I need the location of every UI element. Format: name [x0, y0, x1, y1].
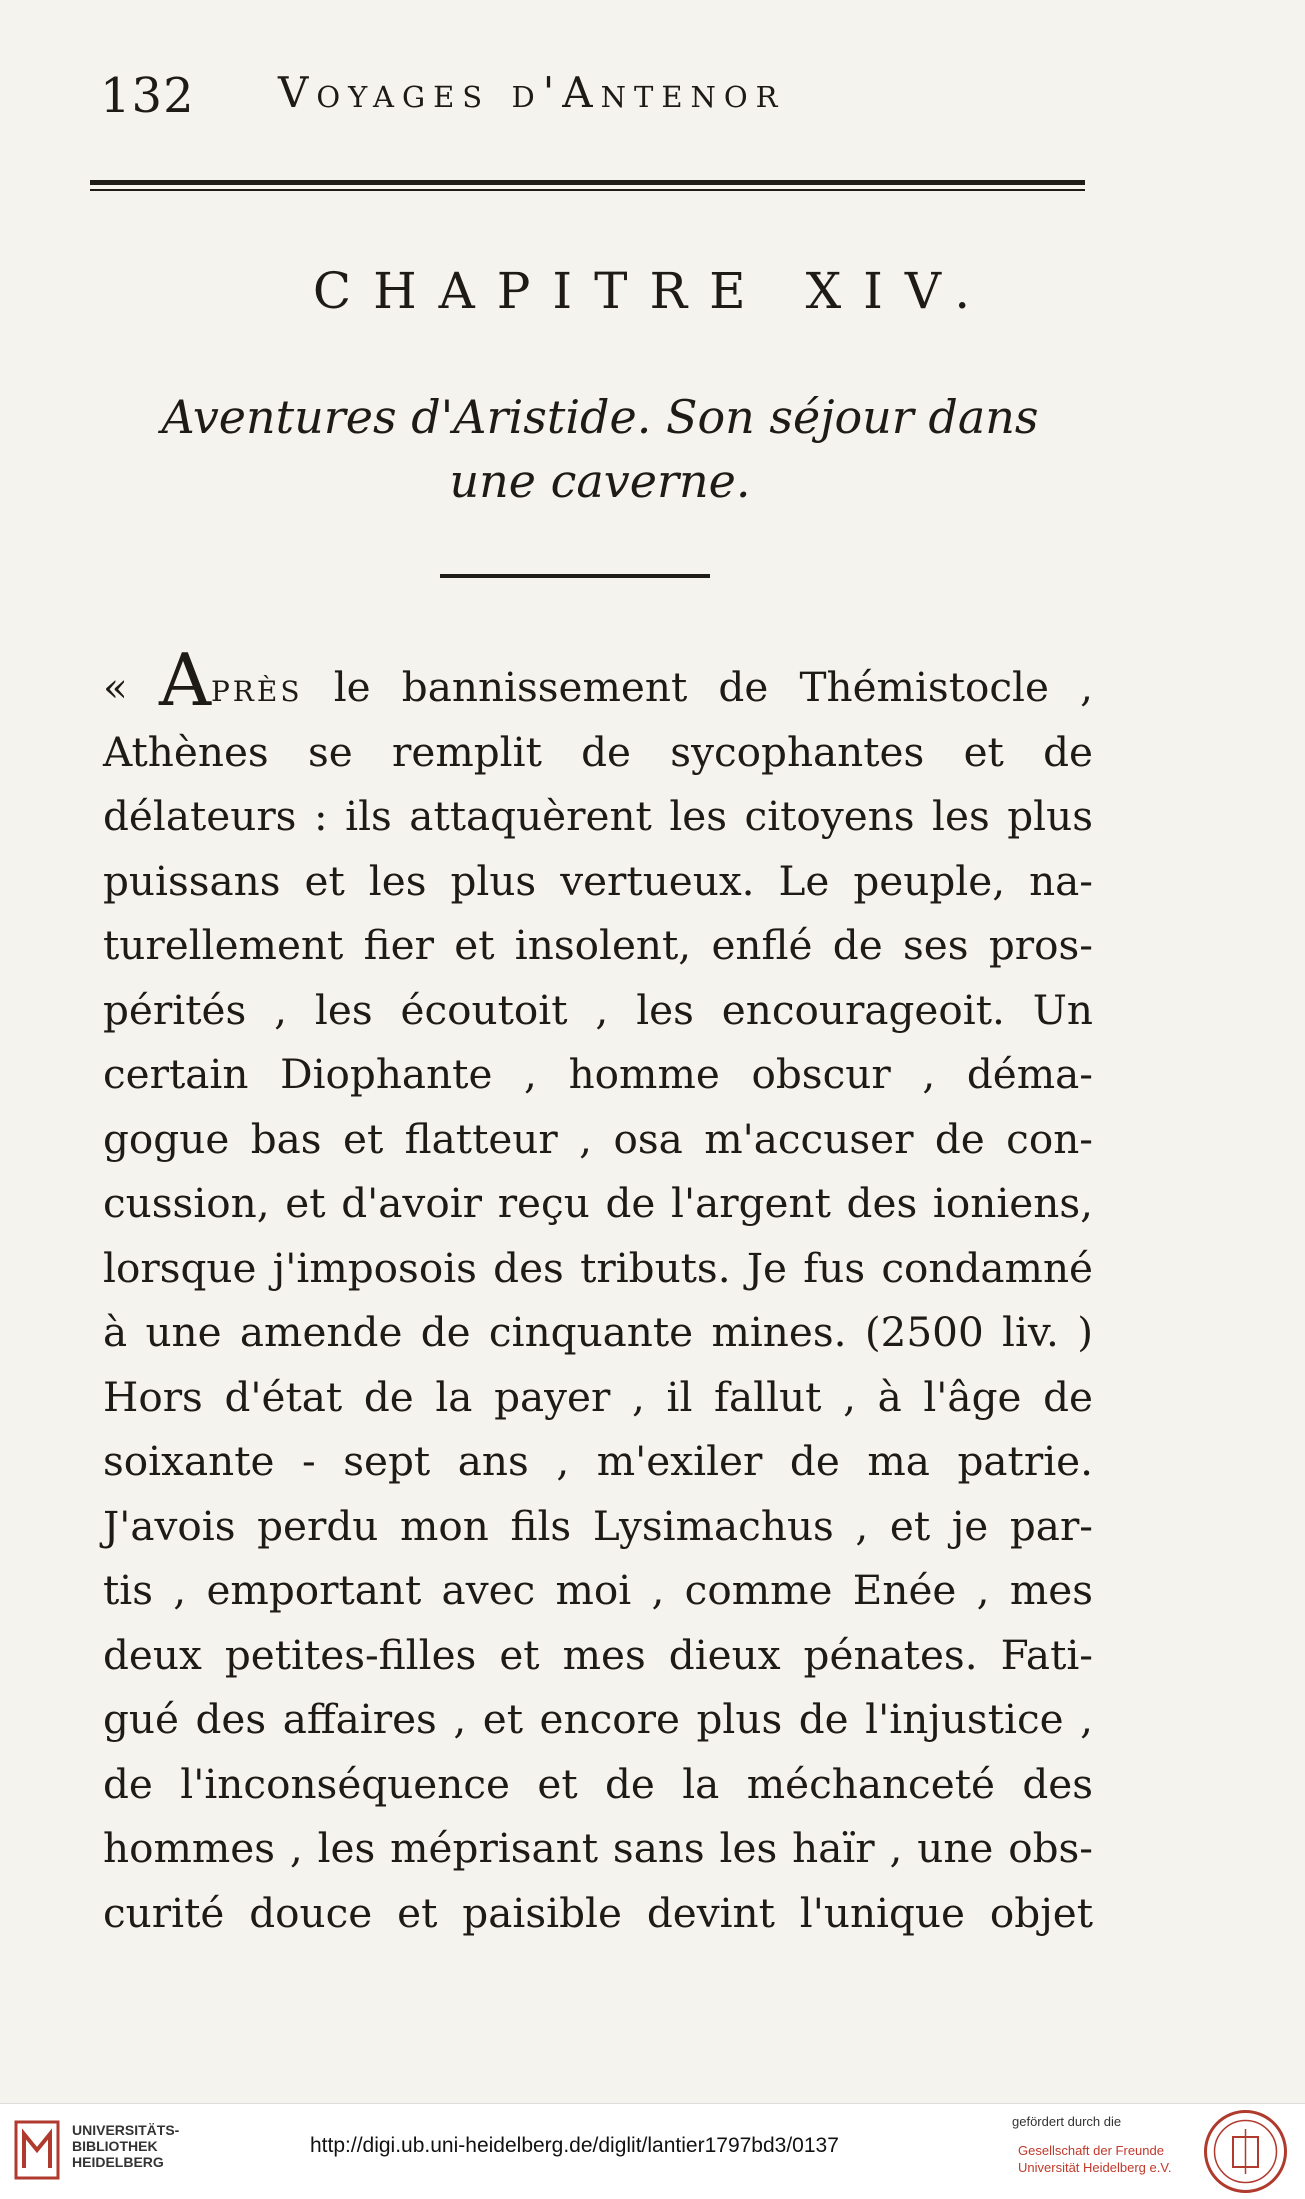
permalink-url[interactable]: http://digi.ub.uni-heidelberg.de/diglit/lantier1797bd3/0137 [310, 2134, 839, 2157]
quote-mark: « [103, 663, 128, 711]
body-line: deux petites-filles et mes dieux pénates. Fati- [103, 1630, 1093, 1679]
funded-by-label: gefördert durch die [1012, 2114, 1122, 2129]
body-line: curité douce et paisible devint l'unique objet [103, 1888, 1093, 1937]
body-line: gué des affaires , et encore plus de l'injustice , [103, 1695, 1093, 1743]
running-title: Voyages d'Antenor [278, 68, 786, 117]
body-line: cussion, et d'avoir reçu de l'argent des ioniens, [103, 1179, 1093, 1227]
ub-heidelberg-logo-icon[interactable] [14, 2120, 60, 2180]
body-line: turellement fier et insolent, enflé de ses pros- [103, 921, 1093, 969]
footer-bar [0, 2103, 1305, 2199]
chapter-title: CHAPITRE XIV. [312, 262, 993, 320]
society-name[interactable]: Gesellschaft der Freunde Universität Heidelberg e.V. [1018, 2143, 1172, 2175]
body-line: puissans et les plus vertueux. Le peuple, na- [103, 856, 1093, 905]
body-line: tis , emportant avec moi , comme Enée , mes [103, 1566, 1093, 1614]
body-line: hommes , les méprisant sans les haïr , une obs- [103, 1824, 1093, 1872]
chapter-subtitle-line-2: une caverne. [449, 454, 751, 508]
university-seal-icon[interactable] [1203, 2109, 1288, 2194]
dropcap: A [158, 638, 211, 722]
chapter-subtitle-line-1: Aventures d'Aristide. Son séjour dans [161, 390, 1039, 444]
body-line: gogue bas et flatteur , osa m'accuser de con- [103, 1114, 1093, 1163]
body-line: lorsque j'imposois des tributs. Je fus condamné [103, 1243, 1093, 1292]
page-header [100, 68, 1100, 138]
header-double-rule [90, 180, 1085, 194]
body-line: délateurs : ils attaquèrent les citoyens les plus [103, 792, 1093, 840]
body-line: à une amende de cinquante mines. (2500 liv. ) [103, 1308, 1093, 1356]
chapter-subtitle [100, 385, 1100, 513]
body-line: pérités , les écoutoit , les encourageoit. Un [103, 985, 1093, 1034]
page-number: 132 [100, 68, 195, 124]
body-text [103, 638, 1094, 1945]
body-line: Athènes se remplit de sycophantes et de [103, 727, 1093, 776]
smallcaps-word: près [210, 663, 303, 711]
body-line: soixante - sept ans , m'exiler de ma patrie. [103, 1437, 1093, 1485]
university-library-name: UNIVERSITÄTS- BIBLIOTHEK HEIDELBERG [72, 2122, 180, 2170]
body-line: certain Diophante , homme obscur , déma- [103, 1050, 1093, 1098]
body-line: de l'inconséquence et de la méchanceté des [103, 1759, 1093, 1808]
section-rule [440, 574, 710, 578]
body-line: J'avois perdu mon fils Lysimachus , et je par- [103, 1501, 1093, 1550]
first-line-rest: le bannissement de Thémistocle , [302, 663, 1094, 711]
body-line-first [103, 638, 1094, 722]
body-line: Hors d'état de la payer , il fallut , à l'âge de [103, 1372, 1093, 1421]
